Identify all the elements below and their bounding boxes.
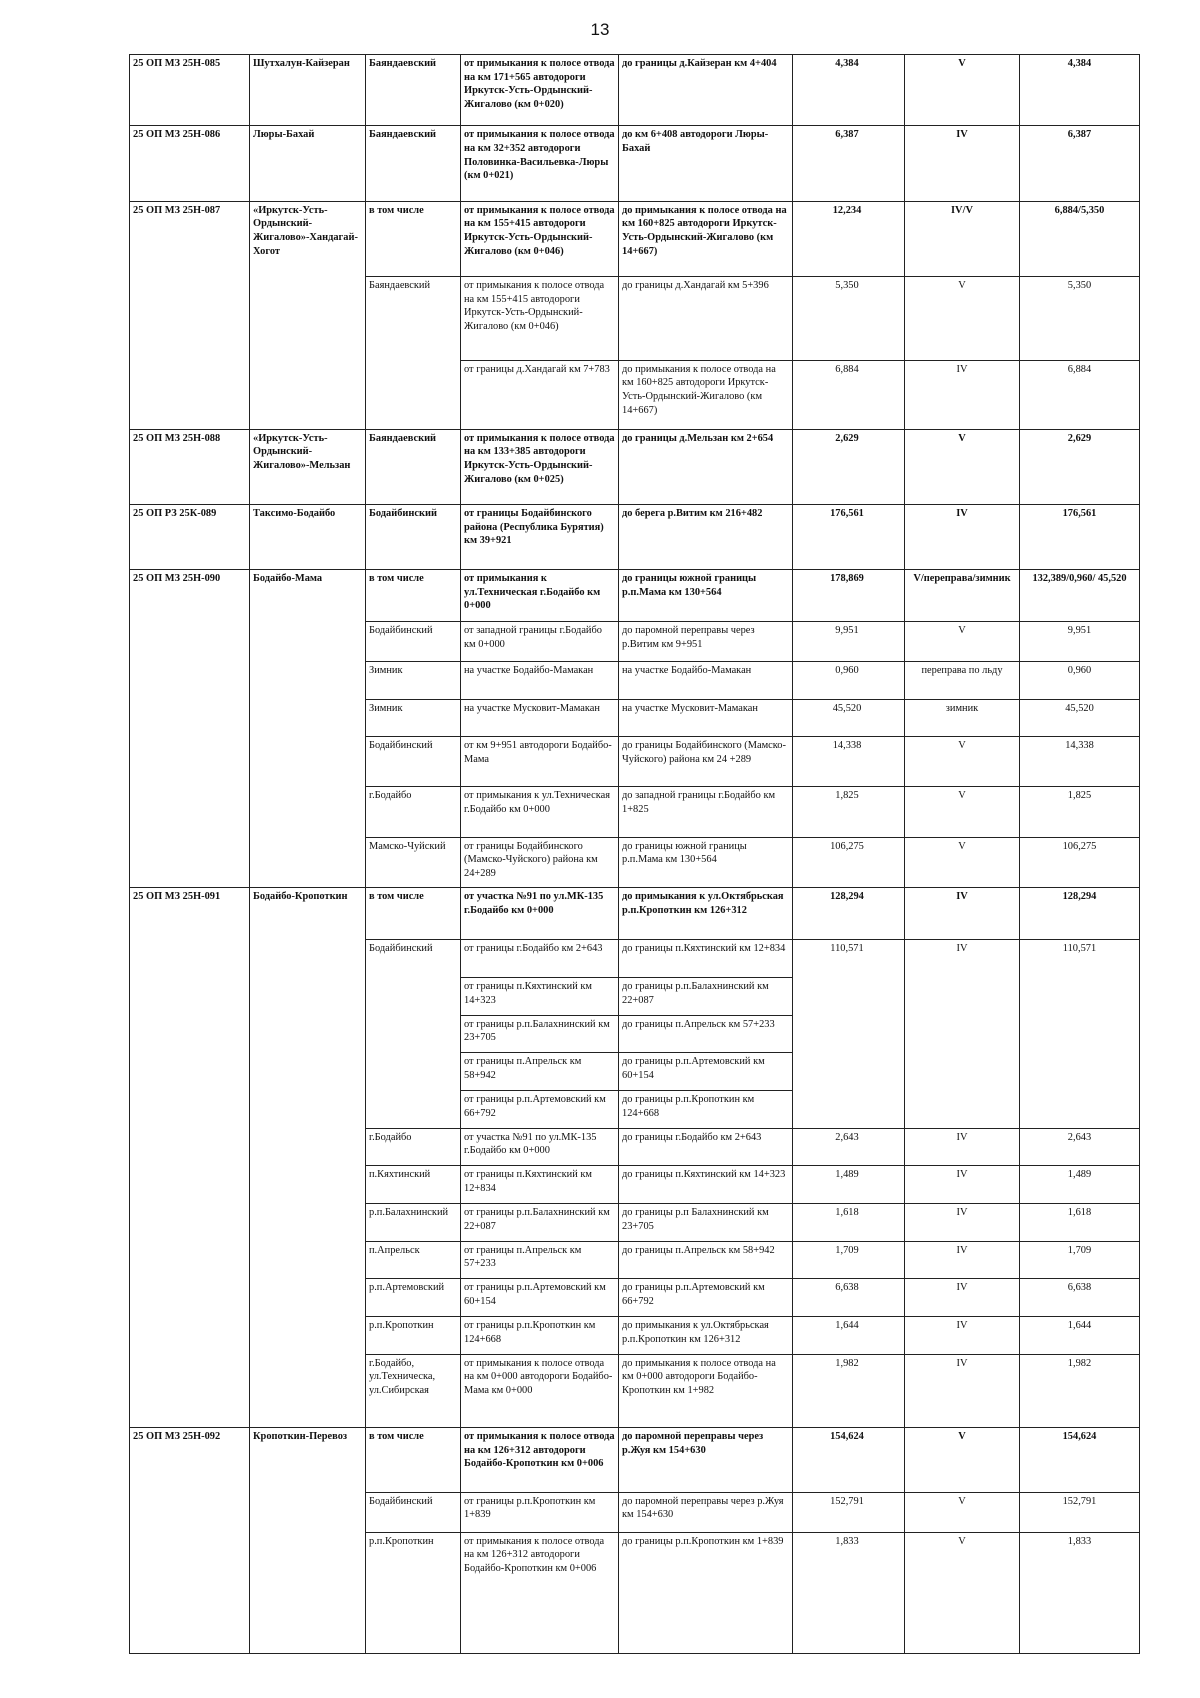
from-cell: от границы п.Апрельск км 58+942 [461, 1053, 619, 1091]
category-cell: IV [905, 887, 1020, 939]
total-cell: 6,638 [1020, 1279, 1140, 1317]
category-cell: V [905, 55, 1020, 126]
to-cell: до границы р.п.Балахнинский км 22+087 [619, 977, 793, 1015]
category-cell: IV [905, 1279, 1020, 1317]
category-cell: V [905, 737, 1020, 787]
category-cell: V [905, 787, 1020, 837]
district-cell: Бодайбинский [366, 504, 461, 569]
total-cell: 6,884 [1020, 360, 1140, 429]
category-cell: зимник [905, 699, 1020, 737]
road-id: 25 ОП МЗ 25Н-086 [130, 126, 250, 201]
to-cell: до паромной переправы через р.Жуя км 154+630 [619, 1492, 793, 1532]
to-cell: до паромной переправы через р.Жуя км 154+630 [619, 1427, 793, 1492]
district-cell: Зимник [366, 661, 461, 699]
road-name: Бодайбо-Мама [250, 569, 366, 887]
district-cell: в том числе [366, 201, 461, 276]
table-row [130, 887, 1140, 939]
length-cell: 1,825 [793, 787, 905, 837]
to-cell: до границы р.п Балахнинский км 23+705 [619, 1203, 793, 1241]
table-row [130, 569, 1140, 621]
to-cell: до примыкания к полосе отвода на км 0+000 автодороги Бодайбо-Кропоткин км 1+982 [619, 1354, 793, 1427]
category-cell: V [905, 837, 1020, 887]
total-cell: 1,644 [1020, 1316, 1140, 1354]
table-row [130, 126, 1140, 201]
from-cell: от примыкания к полосе отвода на км 171+565 автодороги Иркутск-Усть-Ордынский-Жигалово (км 0+020) [461, 55, 619, 126]
total-cell: 132,389/0,960/ 45,520 [1020, 569, 1140, 621]
total-cell: 6,387 [1020, 126, 1140, 201]
total-cell: 1,489 [1020, 1166, 1140, 1204]
category-cell: V [905, 429, 1020, 504]
category-cell: IV [905, 1354, 1020, 1427]
from-cell: от границы д.Хандагай км 7+783 [461, 360, 619, 429]
length-cell: 152,791 [793, 1492, 905, 1532]
total-cell: 110,571 [1020, 940, 1140, 1128]
total-cell: 4,384 [1020, 55, 1140, 126]
length-cell: 154,624 [793, 1427, 905, 1492]
road-id: 25 ОП МЗ 25Н-092 [130, 1427, 250, 1653]
to-cell: до берега р.Витим км 216+482 [619, 504, 793, 569]
district-cell: Бодайбинский [366, 1492, 461, 1532]
district-cell: Бодайбинский [366, 940, 461, 1128]
district-cell: г.Бодайбо [366, 1128, 461, 1166]
from-cell: от границы п.Апрельск км 57+233 [461, 1241, 619, 1279]
from-cell: от примыкания к полосе отвода на км 126+312 автодороги Бодайбо-Кропоткин км 0+006 [461, 1427, 619, 1492]
from-cell: от примыкания к полосе отвода на км 0+000 автодороги Бодайбо-Мама км 0+000 [461, 1354, 619, 1427]
to-cell: до границы южной границы р.п.Мама км 130+564 [619, 569, 793, 621]
category-cell: переправа по льду [905, 661, 1020, 699]
length-cell: 0,960 [793, 661, 905, 699]
to-cell: на участке Бодайбо-Мамакан [619, 661, 793, 699]
district-cell: Баяндаевский [366, 126, 461, 201]
length-cell: 1,833 [793, 1532, 905, 1654]
district-cell: Бодайбинский [366, 737, 461, 787]
total-cell: 2,629 [1020, 429, 1140, 504]
to-cell: до границы п.Апрельск км 57+233 [619, 1015, 793, 1053]
to-cell: до примыкания к ул.Октябрьская р.п.Кропоткин км 126+312 [619, 1316, 793, 1354]
district-cell: р.п.Балахнинский [366, 1203, 461, 1241]
length-cell: 4,384 [793, 55, 905, 126]
from-cell: от примыкания к ул.Техническая г.Бодайбо км 0+000 [461, 787, 619, 837]
from-cell: от примыкания к полосе отвода на км 133+385 автодороги Иркутск-Усть-Ордынский-Жигалово (км 0+025) [461, 429, 619, 504]
total-cell: 154,624 [1020, 1427, 1140, 1492]
road-id: 25 ОП МЗ 25Н-090 [130, 569, 250, 887]
from-cell: на участке Бодайбо-Мамакан [461, 661, 619, 699]
district-cell: п.Апрельск [366, 1241, 461, 1279]
to-cell: до границы д.Кайзеран км 4+404 [619, 55, 793, 126]
total-cell: 45,520 [1020, 699, 1140, 737]
length-cell: 9,951 [793, 622, 905, 662]
road-id: 25 ОП МЗ 25Н-085 [130, 55, 250, 126]
district-cell: р.п.Артемовский [366, 1279, 461, 1317]
district-cell: в том числе [366, 887, 461, 939]
category-cell: V [905, 276, 1020, 360]
total-cell: 5,350 [1020, 276, 1140, 360]
category-cell: IV [905, 1203, 1020, 1241]
category-cell: IV [905, 126, 1020, 201]
from-cell: от примыкания к полосе отвода на км 155+415 автодороги Иркутск-Усть-Ордынский-Жигалово (км 0+046) [461, 276, 619, 360]
district-cell: Баяндаевский [366, 276, 461, 429]
page-number: 13 [590, 20, 610, 39]
to-cell: до паромной переправы через р.Витим км 9+951 [619, 622, 793, 662]
length-cell: 176,561 [793, 504, 905, 569]
total-cell: 152,791 [1020, 1492, 1140, 1532]
total-cell: 106,275 [1020, 837, 1140, 887]
district-cell: г.Бодайбо, ул.Техническа, ул.Сибирская [366, 1354, 461, 1427]
from-cell: от границы р.п.Артемовский км 66+792 [461, 1090, 619, 1128]
category-cell: V [905, 622, 1020, 662]
category-cell: V [905, 1532, 1020, 1654]
road-name: Люры-Бахай [250, 126, 366, 201]
to-cell: до границы д.Хандагай км 5+396 [619, 276, 793, 360]
to-cell: до примыкания к полосе отвода на км 160+825 автодороги Иркутск-Усть-Ордынский-Жигалово (км 14+667) [619, 360, 793, 429]
total-cell: 1,825 [1020, 787, 1140, 837]
total-cell: 128,294 [1020, 887, 1140, 939]
length-cell: 1,644 [793, 1316, 905, 1354]
to-cell: до границы южной границы р.п.Мама км 130+564 [619, 837, 793, 887]
to-cell: до границы г.Бодайбо км 2+643 [619, 1128, 793, 1166]
length-cell: 1,709 [793, 1241, 905, 1279]
total-cell: 176,561 [1020, 504, 1140, 569]
to-cell: до западной границы г.Бодайбо км 1+825 [619, 787, 793, 837]
total-cell: 1,982 [1020, 1354, 1140, 1427]
district-cell: Зимник [366, 699, 461, 737]
category-cell: IV [905, 360, 1020, 429]
table-row [130, 201, 1140, 276]
length-cell: 12,234 [793, 201, 905, 276]
category-cell: V [905, 1427, 1020, 1492]
total-cell: 14,338 [1020, 737, 1140, 787]
category-cell: V [905, 1492, 1020, 1532]
length-cell: 1,982 [793, 1354, 905, 1427]
from-cell: от участка №91 по ул.МК-135 г.Бодайбо км 0+000 [461, 887, 619, 939]
total-cell: 1,833 [1020, 1532, 1140, 1654]
total-cell: 1,709 [1020, 1241, 1140, 1279]
from-cell: от границы р.п.Балахнинский км 22+087 [461, 1203, 619, 1241]
from-cell: от границы п.Кяхтинский км 14+323 [461, 977, 619, 1015]
table-row [130, 429, 1140, 504]
category-cell: V/переправа/зимник [905, 569, 1020, 621]
from-cell: от участка №91 по ул.МК-135 г.Бодайбо км 0+000 [461, 1128, 619, 1166]
length-cell: 128,294 [793, 887, 905, 939]
from-cell: от западной границы г.Бодайбо км 0+000 [461, 622, 619, 662]
length-cell: 2,629 [793, 429, 905, 504]
length-cell: 110,571 [793, 940, 905, 1128]
district-cell: в том числе [366, 569, 461, 621]
road-name: Шутхалун-Кайзеран [250, 55, 366, 126]
district-cell: Мамско-Чуйский [366, 837, 461, 887]
road-name: «Иркутск-Усть-Ордынский-Жигалово»-Мельзан [250, 429, 366, 504]
category-cell: IV [905, 1166, 1020, 1204]
total-cell: 0,960 [1020, 661, 1140, 699]
district-cell: в том числе [366, 1427, 461, 1492]
table-row [130, 504, 1140, 569]
length-cell: 14,338 [793, 737, 905, 787]
district-cell: Баяндаевский [366, 55, 461, 126]
district-cell: Баяндаевский [366, 429, 461, 504]
road-id: 25 ОП РЗ 25К-089 [130, 504, 250, 569]
from-cell: от границы г.Бодайбо км 2+643 [461, 940, 619, 978]
from-cell: от границы р.п.Балахнинский км 23+705 [461, 1015, 619, 1053]
from-cell: от км 9+951 автодороги Бодайбо-Мама [461, 737, 619, 787]
length-cell: 6,884 [793, 360, 905, 429]
category-cell: IV [905, 940, 1020, 1128]
from-cell: от границы п.Кяхтинский км 12+834 [461, 1166, 619, 1204]
to-cell: до границы д.Мельзан км 2+654 [619, 429, 793, 504]
length-cell: 2,643 [793, 1128, 905, 1166]
total-cell: 9,951 [1020, 622, 1140, 662]
table-row [130, 55, 1140, 126]
from-cell: от примыкания к полосе отвода на км 155+415 автодороги Иркутск-Усть-Ордынский-Жигалово (км 0+046) [461, 201, 619, 276]
from-cell: от примыкания к полосе отвода на км 32+352 автодороги Половинка-Васильевка-Люры (км 0+021) [461, 126, 619, 201]
to-cell: до границы п.Кяхтинский км 14+323 [619, 1166, 793, 1204]
category-cell: IV [905, 1128, 1020, 1166]
from-cell: от примыкания к полосе отвода на км 126+312 автодороги Бодайбо-Кропоткин км 0+006 [461, 1532, 619, 1654]
from-cell: на участке Мусковит-Мамакан [461, 699, 619, 737]
category-cell: IV [905, 504, 1020, 569]
road-id: 25 ОП МЗ 25Н-088 [130, 429, 250, 504]
length-cell: 6,387 [793, 126, 905, 201]
district-cell: р.п.Кропоткин [366, 1532, 461, 1654]
to-cell: до границы п.Апрельск км 58+942 [619, 1241, 793, 1279]
from-cell: от примыкания к ул.Техническая г.Бодайбо км 0+000 [461, 569, 619, 621]
length-cell: 5,350 [793, 276, 905, 360]
from-cell: от границы р.п.Артемовский км 60+154 [461, 1279, 619, 1317]
to-cell: до границы п.Кяхтинский км 12+834 [619, 940, 793, 978]
from-cell: от границы Бодайбинского (Мамско-Чуйского) района км 24+289 [461, 837, 619, 887]
category-cell: IV [905, 1241, 1020, 1279]
to-cell: до границы р.п.Кропоткин км 1+839 [619, 1532, 793, 1654]
road-id: 25 ОП МЗ 25Н-091 [130, 887, 250, 1427]
road-id: 25 ОП МЗ 25Н-087 [130, 201, 250, 429]
district-cell: г.Бодайбо [366, 787, 461, 837]
length-cell: 106,275 [793, 837, 905, 887]
from-cell: от границы Бодайбинского района (Республика Бурятия) км 39+921 [461, 504, 619, 569]
road-name: Таксимо-Бодайбо [250, 504, 366, 569]
total-cell: 1,618 [1020, 1203, 1140, 1241]
length-cell: 178,869 [793, 569, 905, 621]
district-cell: р.п.Кропоткин [366, 1316, 461, 1354]
category-cell: IV [905, 1316, 1020, 1354]
to-cell: до примыкания к полосе отвода на км 160+825 автодороги Иркутск-Усть-Ордынский-Жигалово (км 14+667) [619, 201, 793, 276]
to-cell: до границы р.п.Артемовский км 60+154 [619, 1053, 793, 1091]
length-cell: 1,618 [793, 1203, 905, 1241]
length-cell: 6,638 [793, 1279, 905, 1317]
from-cell: от границы р.п.Кропоткин км 1+839 [461, 1492, 619, 1532]
table-row [130, 1427, 1140, 1492]
to-cell: до примыкания к ул.Октябрьская р.п.Кропоткин км 126+312 [619, 887, 793, 939]
to-cell: на участке Мусковит-Мамакан [619, 699, 793, 737]
length-cell: 45,520 [793, 699, 905, 737]
road-name: Бодайбо-Кропоткин [250, 887, 366, 1427]
to-cell: до км 6+408 автодороги Люры-Бахай [619, 126, 793, 201]
to-cell: до границы Бодайбинского (Мамско-Чуйского) района км 24 +289 [619, 737, 793, 787]
category-cell: IV/V [905, 201, 1020, 276]
to-cell: до границы р.п.Кропоткин км 124+668 [619, 1090, 793, 1128]
road-name: Кропоткин-Перевоз [250, 1427, 366, 1653]
district-cell: п.Кяхтинский [366, 1166, 461, 1204]
district-cell: Бодайбинский [366, 622, 461, 662]
to-cell: до границы р.п.Артемовский км 66+792 [619, 1279, 793, 1317]
length-cell: 1,489 [793, 1166, 905, 1204]
road-name: «Иркутск-Усть-Ордынский-Жигалово»-Хандагай-Хогот [250, 201, 366, 429]
total-cell: 6,884/5,350 [1020, 201, 1140, 276]
from-cell: от границы р.п.Кропоткин км 124+668 [461, 1316, 619, 1354]
roads-table [129, 54, 1140, 1654]
total-cell: 2,643 [1020, 1128, 1140, 1166]
